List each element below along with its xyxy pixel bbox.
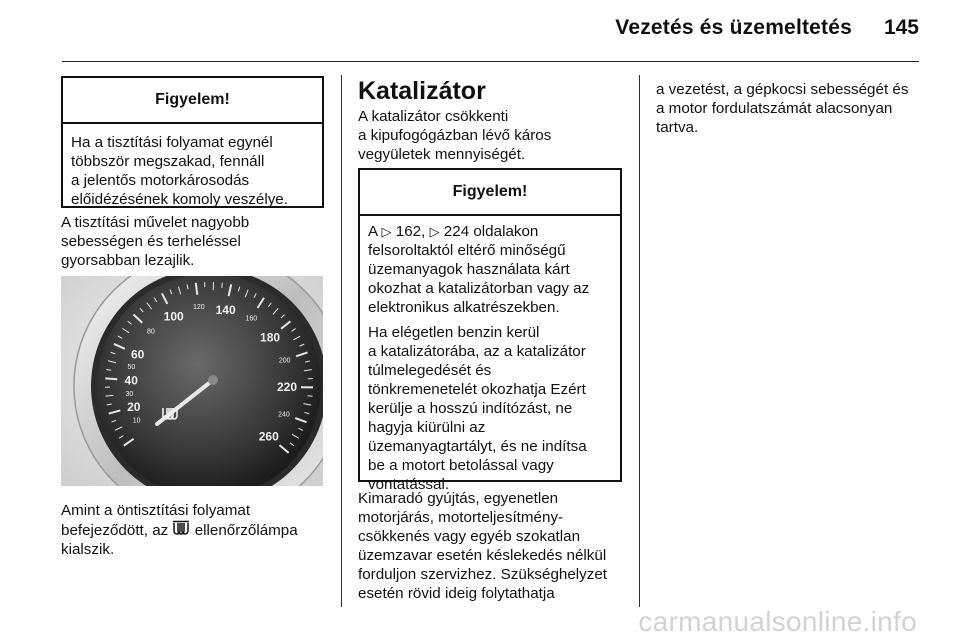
page-number: 145 (883, 16, 919, 39)
text-line: be a motort betolással vagy (368, 457, 554, 474)
text-line: Kimaradó gyújtás, egyenetlen (358, 490, 559, 507)
text-fragment: befejeződött, az (61, 522, 169, 539)
text-line: üzemzavar esetén késlekedés nélkül (358, 547, 607, 564)
text-line: csökkenés vagy egyéb szokatlan (358, 528, 581, 545)
warning-paragraph-fuel (368, 222, 612, 317)
text-line: A tisztítási művelet nagyobb (61, 214, 250, 231)
text-line: a kipufogógázban lévő káros (358, 127, 552, 144)
gauge-speed-label: 40 (124, 373, 138, 388)
warning-text (63, 124, 322, 213)
text-line: gyorsabban lezajlik. (61, 252, 195, 269)
text-line: vegyületek mennyiségét. (358, 146, 526, 163)
speedometer-image (61, 276, 323, 486)
gauge-speed-label: 80 (147, 328, 155, 336)
warning-paragraph-unburnt (368, 323, 612, 494)
warning-line: előidézésének komoly veszélye. (71, 191, 288, 208)
page-reference[interactable]: 224 oldalakon (443, 223, 539, 240)
text-line: a motor fordulatszámát alacsonyan (656, 100, 893, 117)
text-line: Ha elégetlen benzin kerül (368, 324, 540, 341)
gauge-speed-label: 20 (127, 399, 141, 414)
text-line: túlmelegedését és (368, 362, 492, 379)
text-line: tartva. (656, 119, 699, 136)
text-line: üzemanyagok használata kárt (368, 261, 570, 278)
text-line: a katalizátorába, az a katalizátor (368, 343, 586, 360)
paragraph-cleaning-speed (61, 213, 249, 270)
text-line: vontatással. (368, 476, 450, 493)
text-fragment: A (368, 223, 378, 240)
gauge-speed-label: 30 (125, 391, 134, 399)
warning-line: többször megszakad, fennáll (71, 153, 265, 170)
text-line: kerülje a hosszú indítózást, ne (368, 400, 573, 417)
gauge-speed-label: 120 (192, 304, 205, 312)
header-title: Vezetés és üzemeltetés (615, 16, 852, 39)
paragraph-lamp-off (61, 501, 298, 559)
catalyst-lamp-icon (172, 520, 190, 537)
text-line: üzemanyagtartályt, és ne indítsa (368, 438, 587, 455)
text-line: tönkremenetelét okozhatja Ezért (368, 381, 586, 398)
warning-box-catalyst (358, 168, 622, 493)
gauge-speed-label: 160 (245, 315, 258, 323)
text-line: esetén rövid ideig folytathatja (358, 585, 555, 602)
warning-title: Figyelem! (63, 78, 322, 124)
text-line: hagyja kiürülni az (368, 419, 486, 436)
gauge-speed-label: 240 (278, 411, 290, 419)
text-line (61, 520, 298, 540)
text-line: A katalizátor csökkenti (358, 108, 509, 125)
gauge-speed-label: 180 (260, 330, 281, 345)
text-line: kialszik. (61, 541, 115, 558)
gauge-tick (222, 283, 223, 288)
gauge-tick (105, 378, 117, 379)
catalyst-intro (358, 107, 551, 164)
page-reference-icon: ▷ (381, 224, 392, 239)
ref-line (368, 223, 538, 240)
warning-text (360, 216, 620, 504)
gauge-speed-label: 260 (258, 429, 279, 444)
gauge-speed-label: 140 (215, 302, 236, 317)
page-header (0, 0, 960, 62)
text-fragment: ellenőrzőlámpa (194, 522, 298, 539)
text-line: Amint a öntisztítási folyamat (61, 502, 251, 519)
text-line: sebességen és terheléssel (61, 233, 241, 250)
paragraph-misfire (358, 489, 607, 603)
text-line: motorjárás, motorteljesítmény- (358, 509, 564, 526)
column-divider-left (341, 75, 342, 607)
text-line: forduljon szervizhez. Szükséghelyzet (358, 566, 608, 583)
text-line: a vezetést, a gépkocsi sebességét és (656, 81, 909, 98)
warning-line: Ha a tisztítási folyamat egynél (71, 134, 273, 151)
section-title-catalyst: Katalizátor (358, 77, 486, 105)
warning-line: a jelentős motorkárosodás (71, 172, 250, 189)
page-reference[interactable]: 162, (395, 223, 426, 240)
gauge-speed-label: 60 (130, 347, 145, 362)
column-divider-right (639, 75, 640, 607)
warning-title: Figyelem! (360, 170, 620, 216)
text-line: felsoroltaktól eltérő minőségű (368, 242, 566, 259)
text-line: elektronikus alkatrészekben. (368, 299, 560, 316)
text-line: okozhat a katalizátorban vagy az (368, 280, 590, 297)
paragraph-continuation (656, 80, 908, 137)
gauge-speed-label: 10 (132, 417, 141, 425)
gauge-speed-label: 220 (276, 380, 298, 395)
gauge-speed-label: 100 (163, 309, 184, 324)
watermark: carmanualsonline.info (638, 606, 917, 637)
header-rule (62, 61, 919, 62)
warning-box-left (61, 76, 324, 208)
page-reference-icon: ▷ (429, 224, 440, 239)
gauge-speed-label: 50 (127, 364, 136, 372)
needle-hub (208, 375, 218, 385)
gauge-speed-label: 200 (278, 357, 291, 365)
